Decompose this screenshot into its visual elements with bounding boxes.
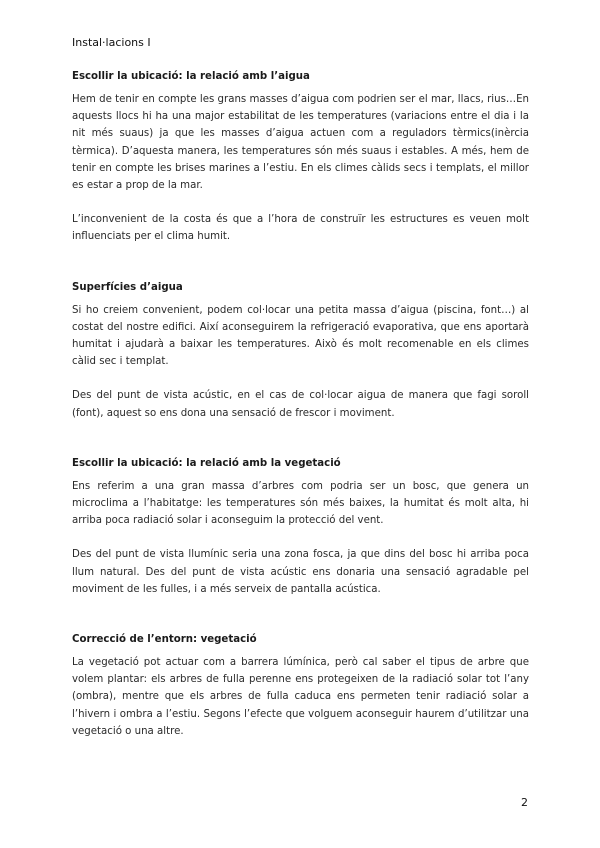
paragraph: Ens referim a una gran massa d’arbres com podria ser un bosc, que genera un microclima a l’habitatge: les temperatures són més baixes, la humitat és molt alta, hi arriba poca radiació solar i aconseguim la protecció del vent. (72, 480, 529, 527)
section-heading: Superfícies d’aigua (72, 281, 183, 293)
paragraph: La vegetació pot actuar com a barrera lúmínica, però cal saber el tipus de arbre que volem plantar: els arbres de fulla perenne ens protegeixen de la radiació solar tot l’any (ombra), mentre que els arbres de fulla caduca ens permeten tenir radiació solar a l’hivern i ombra a l’estiu. Segons l’efecte que volguem aconseguir haurem d’utilitzar una vegetació o una altre. (72, 657, 529, 737)
section-heading: Escollir la ubicació: la relació amb la vegetació (72, 457, 341, 469)
section-environment-correction (72, 633, 529, 740)
paragraph: Des del punt de vista llumínic seria una zona fosca, ja que dins del bosc hi arriba poca llum natural. Des del punt de vista acústic ens donaria una sensació agradable pel moviment de les fulles, i a més serveix de pantalla acústica. (72, 549, 529, 595)
paragraph: Si ho creiem convenient, podem col·locar una petita massa d’aigua (piscina, font…) al costat del nostre edifici. Així aconseguirem la refrigeració evaporativa, que ens aportarà humitat i ajudarà a baixar les temperatures. Això és molt recomenable en els climes càlid sec i templat. (72, 304, 529, 368)
paragraph: Hem de tenir en compte les grans masses d’aigua com podrien ser el mar, llacs, rius…En aquests llocs hi ha una major estabilitat de les temperatures (variacions entre el dia i la nit més suaus) ja que les masses d’aigua actuen com a reguladors tèrmics(inèrcia tèrmica). D’aquesta manera, les temperatures són més suaus i estables. A més, hem de tenir en compte les brises marines a l’estiu. En els climes càlids secs i templats, el millor es estar a prop de la mar. (72, 94, 529, 192)
section-water-surfaces (72, 281, 529, 422)
section-vegetation-location (72, 457, 529, 598)
section-heading: Escollir la ubicació: la relació amb l’aigua (72, 71, 310, 82)
page-number: 2 (521, 796, 528, 809)
section-water-location (72, 70, 529, 246)
paragraph: L’inconvenient de la costa és que a l’hora de construïr les estructures es veuen molt influenciats per el clima humit. (72, 214, 529, 243)
page-header: Instal·lacions I (72, 36, 151, 49)
paragraph: Des del punt de vista acústic, en el cas de col·locar aigua de manera que fagi soroll (font), aquest so ens dona una sensació de frescor i moviment. (72, 390, 529, 419)
document-body (72, 70, 529, 740)
section-heading: Correcció de l’entorn: vegetació (72, 634, 257, 646)
